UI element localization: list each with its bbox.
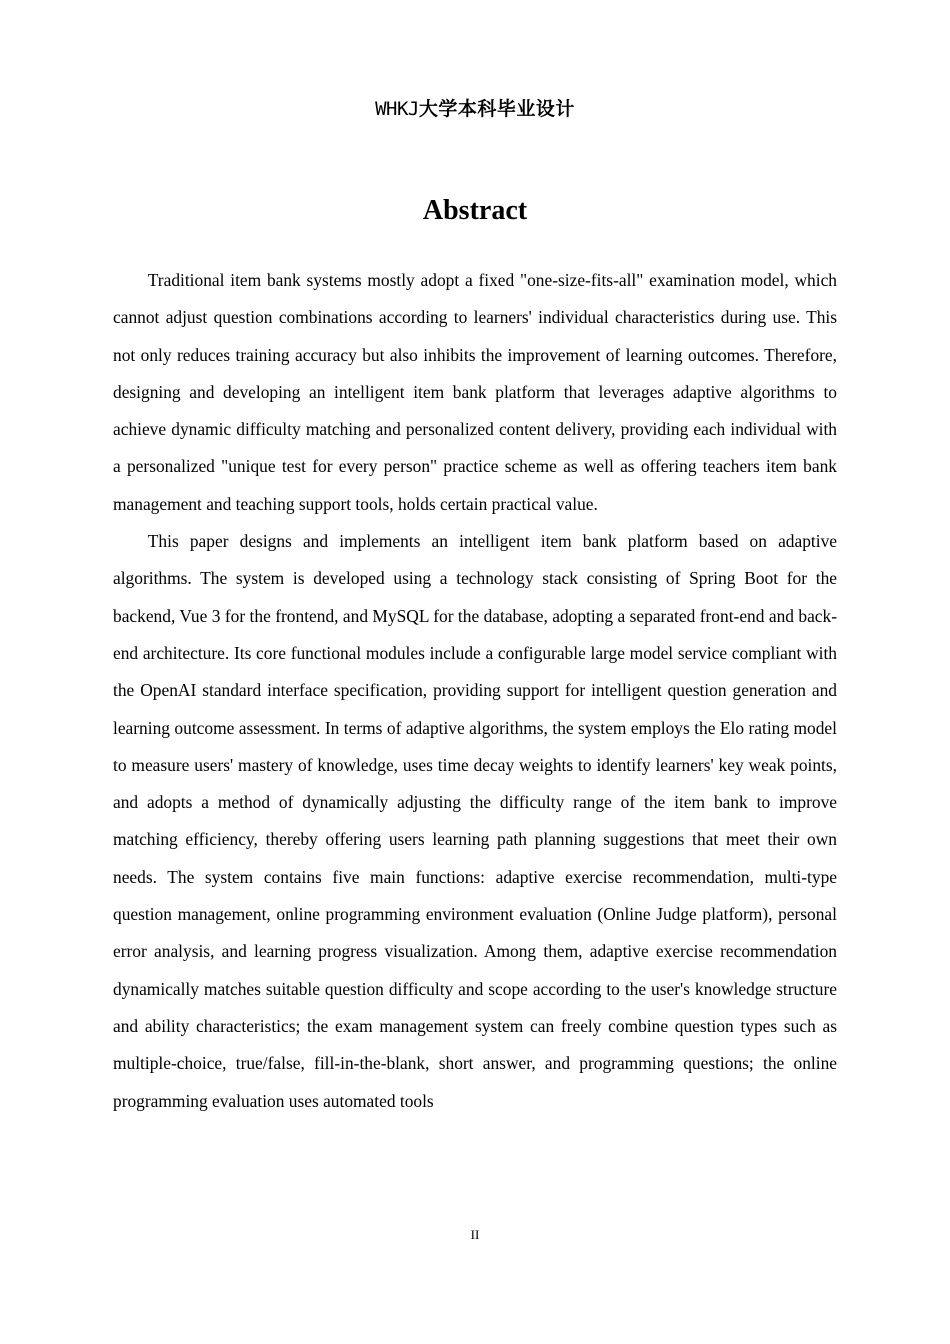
running-header (0, 94, 950, 123)
abstract-paragraph-2: This paper designs and implements an intelligent item bank platform based on adaptive algorithms. The system is developed using a technology stack consisting of Spring Boot for the backend, Vue 3 for the frontend, and MySQL for the database, adopting a separated front-end and back-end architecture. Its core functional modules include a configurable large model service compliant with the OpenAI standard interface specification, providing support for intelligent question generation and learning outcome assessment. In terms of adaptive algorithms, the system employs the Elo rating model to measure users' mastery of knowledge, uses time decay weights to identify learners' key weak points, and adopts a method of dynamically adjusting the difficulty range of the item bank to improve matching efficiency, thereby offering users learning path planning suggestions that meet their own needs. The system contains five main functions: adaptive exercise recommendation, multi-type question management, online programming environment evaluation (Online Judge platform), personal error analysis, and learning progress visualization. Among them, adaptive exercise recommendation dynamically matches suitable question difficulty and scope according to the user's knowledge structure and ability characteristics; the exam management system can freely combine question types such as multiple-choice, true/false, fill-in-the-blank, short answer, and programming questions; the online programming evaluation uses automated tools (113, 531, 837, 1111)
page-title: Abstract (422, 195, 528, 226)
header-latin: WHKJ (375, 98, 419, 120)
abstract-body (113, 262, 837, 1120)
abstract-paragraph-1: Traditional item bank systems mostly adopt a fixed "one-size-fits-all" examination model, which cannot adjust question combinations according to learners' individual characteristics during use. This not only reduces training accuracy but also inhibits the improvement of learning outcomes. Therefore, designing and developing an intelligent item bank platform that leverages adaptive algorithms to achieve dynamic difficulty matching and personalized content delivery, providing each individual with a personalized "unique test for every person" practice scheme as well as offering teachers item bank management and teaching support tools, holds certain practical value. (113, 270, 837, 514)
header-cjk: 大学本科毕业设计 (418, 98, 575, 120)
page-number: II (470, 1227, 480, 1242)
